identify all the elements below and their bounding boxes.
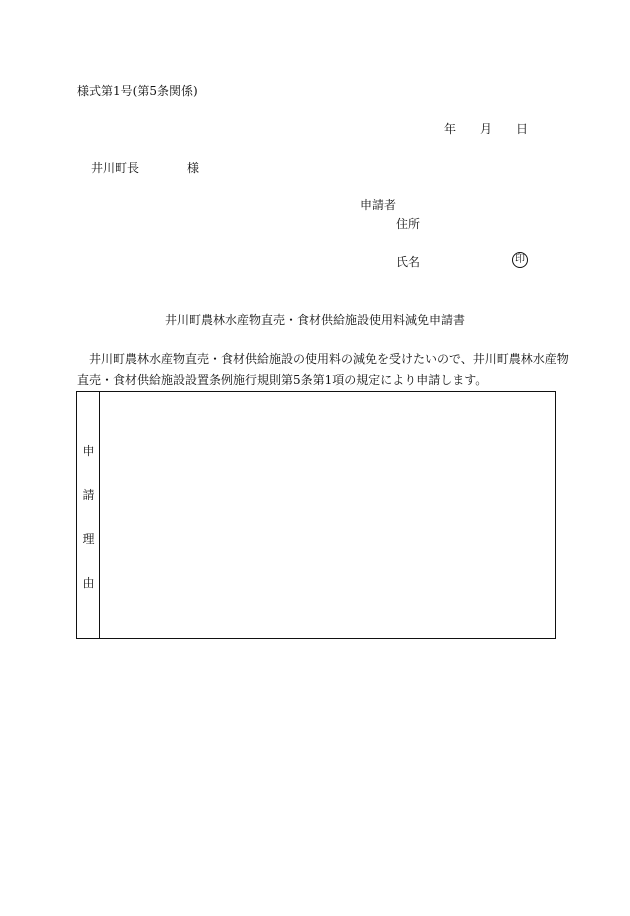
addressee: [91, 162, 199, 174]
date-line: [444, 123, 528, 135]
name-label: 氏名: [396, 255, 421, 269]
document-title: 井川町農林水産物直売・食材供給施設使用料減免申請書: [164, 313, 465, 327]
year-label: 年: [444, 122, 457, 136]
document-body: 井川町農林水産物直売・食材供給施設の使用料の減免を受けたいので、井川町農林水産物直売・食材供給施設設置条例施行規則第5条第1項の規定により申請します。: [77, 352, 569, 387]
address-label: 住所: [396, 217, 421, 231]
addressee-name: 井川町長: [91, 161, 140, 175]
form-number: 様式第1号(第5条関係): [77, 84, 198, 98]
reason-label-char: 請: [82, 488, 95, 502]
reason-label-cell: [77, 392, 100, 638]
addressee-honorific: 様: [187, 161, 200, 175]
reason-label-char: 申: [82, 444, 95, 458]
month-label: 月: [480, 122, 493, 136]
day-label: 日: [516, 122, 529, 136]
reason-label-char: 理: [82, 532, 95, 546]
reason-label-char: 由: [82, 576, 95, 590]
applicant-label: 申請者: [360, 198, 397, 212]
reason-content-cell[interactable]: [101, 392, 555, 638]
reason-table: [76, 391, 556, 639]
seal-mark: 印: [512, 252, 528, 268]
